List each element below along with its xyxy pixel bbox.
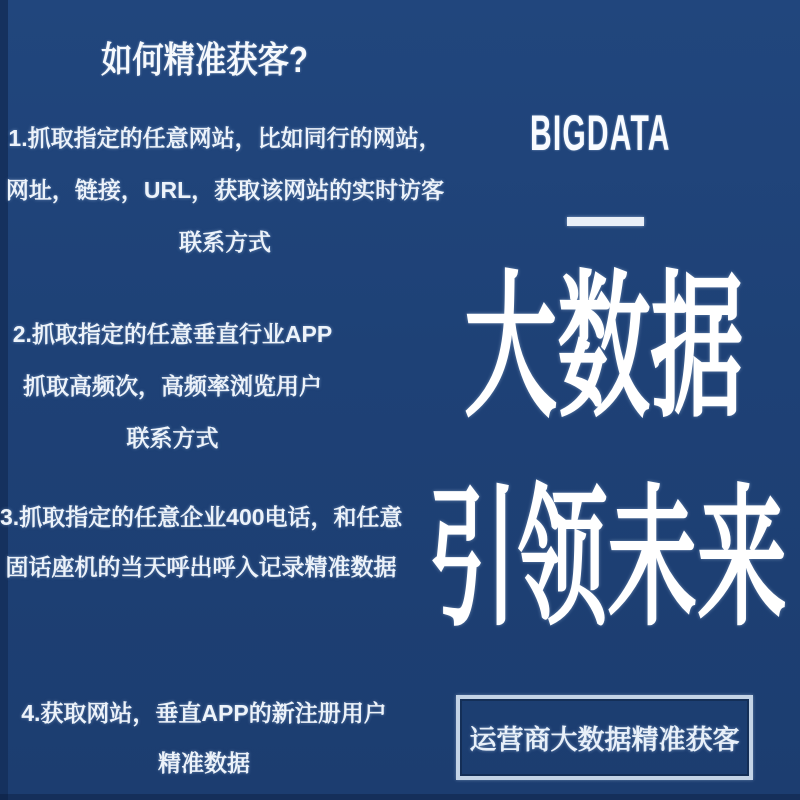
- headline-lead-future: 引领未来: [428, 474, 787, 644]
- poster-title: 如何精准获客?: [101, 39, 309, 80]
- point-1-line-1: 1.抓取指定的任意网站，比如同行的网站，: [8, 125, 442, 151]
- point-1: [2, 112, 448, 268]
- point-4-line-1: 4.获取网站，垂直APP的新注册用户: [21, 700, 387, 726]
- point-3-line-1: 3.抓取指定的任意企业400电话，和任意: [0, 504, 403, 530]
- point-2-line-2: 抓取高频次，高频率浏览用户: [23, 373, 322, 399]
- divider-dash: [567, 217, 644, 226]
- bigdata-label: BIGDATA: [530, 105, 671, 161]
- point-3-line-2: 固话座机的当天呼出呼入记录精准数据: [5, 554, 397, 580]
- point-3: [0, 492, 402, 592]
- footer-box-label: 运营商大数据精准获客: [469, 725, 740, 755]
- point-1-line-3: 联系方式: [179, 229, 271, 255]
- bottom-edge-strip: [0, 794, 800, 800]
- point-4: [8, 688, 400, 788]
- headline-big-data: 大数据: [464, 260, 744, 436]
- point-2: [0, 308, 345, 464]
- point-2-line-1: 2.抓取指定的任意垂直行业APP: [12, 321, 333, 347]
- point-2-line-3: 联系方式: [126, 425, 219, 451]
- footer-box: [456, 695, 753, 780]
- point-4-line-2: 精准数据: [158, 750, 250, 776]
- point-1-line-2: 网址，链接，URL，获取该网站的实时访客: [5, 177, 445, 203]
